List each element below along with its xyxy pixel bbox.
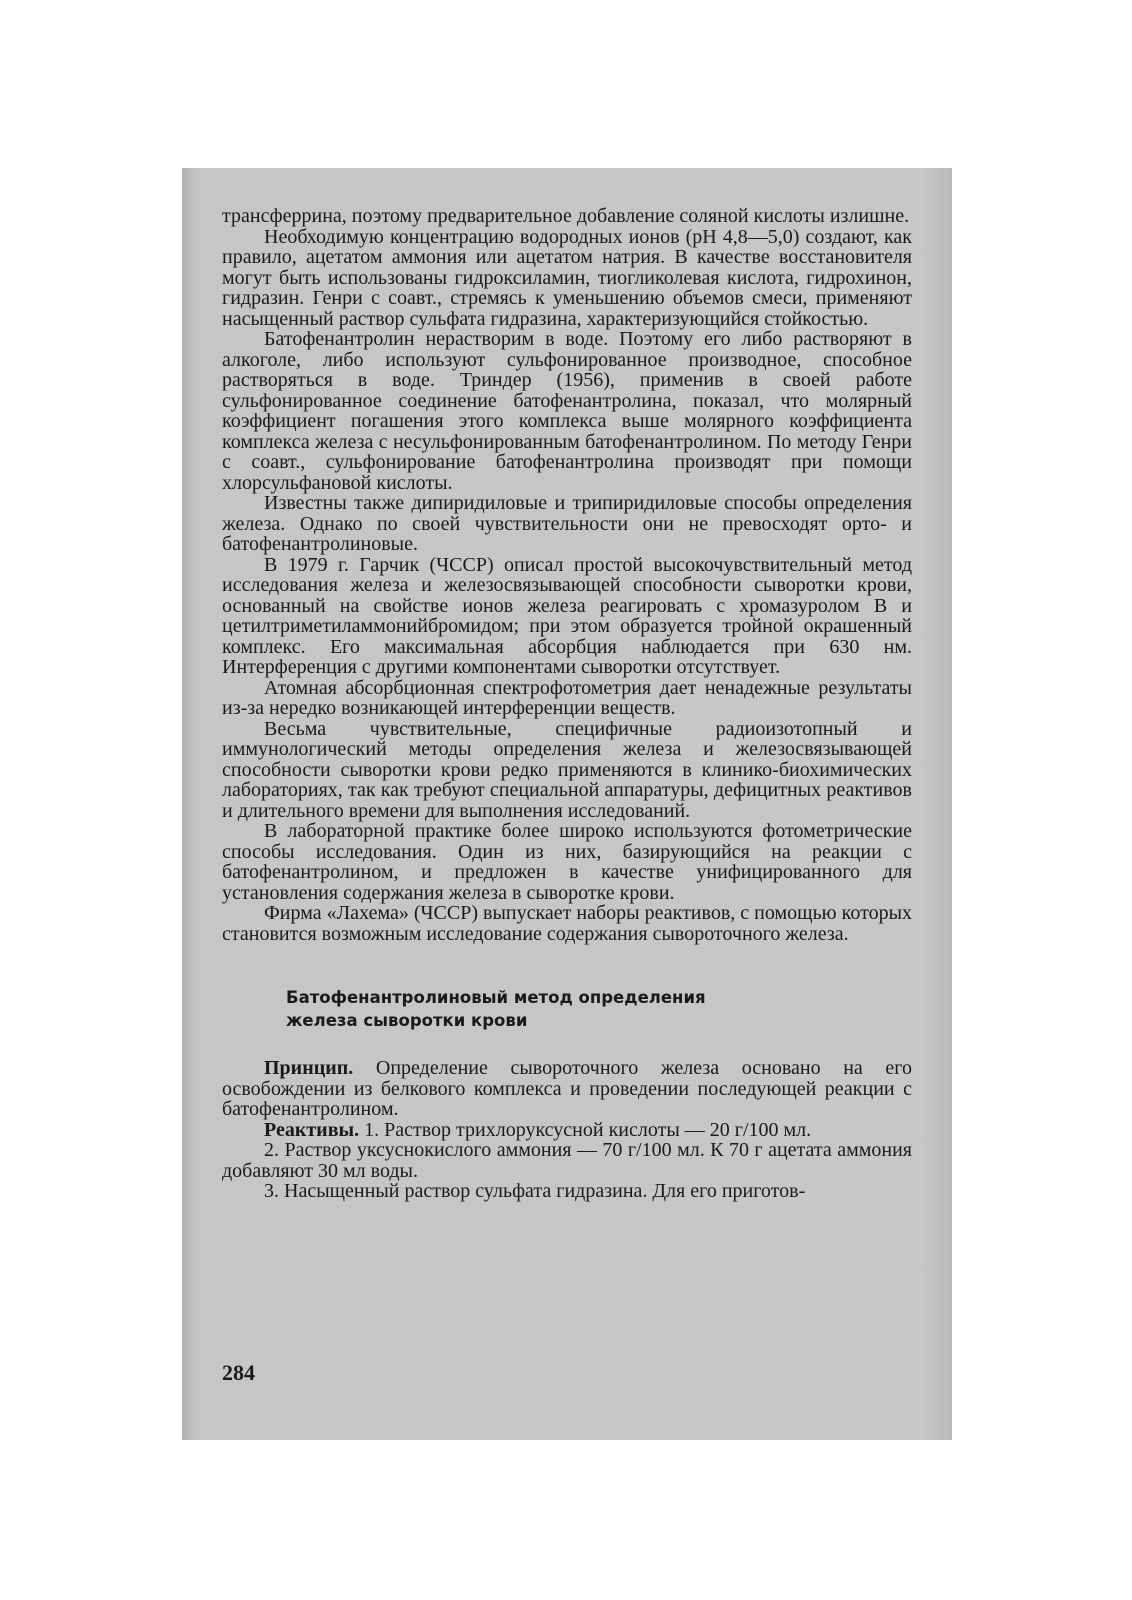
- paragraph: Фирма «Лахема» (ЧССР) выпускает наборы реактивов, с помощью которых становится возможным исследование содержания сывороточного железа.: [222, 902, 912, 945]
- paragraph-label: Принцип.: [264, 1057, 354, 1079]
- paragraph-text: 1. Раствор трихлоруксусной кислоты — 20 г/100 мл.: [359, 1118, 812, 1141]
- paragraph: Весьма чувствительные, специфичные радиоизотопный и иммунологический методы определения железа и железосвязывающей способности сыворотки крови редко применяются в клинико-биохимических лабораториях, так как требуют специальной аппаратуры, дефицитных реактивов и длительного времени для выполнения исследований.: [222, 717, 912, 822]
- paragraph: [222, 1120, 912, 1141]
- paragraph: [222, 1058, 912, 1120]
- paragraph: Батофенантролин нерастворим в воде. Поэтому его либо растворяют в алкоголе, либо используют сульфонированное производное, способное растворяться в воде. Триндер (1956), применив в своей работе сульфонированное соединение батофенантролина, показал, что молярный коэффициент погашения этого комплекса выше молярного коэффициента комплекса железа с несульфонированным батофенантролином. По методу Генри с соавт., сульфонирование батофенантролина производят при помощи хлорсульфановой кислоты.: [222, 328, 912, 494]
- paragraph: трансферрина, поэтому предварительное добавление соляной кислоты излишне.: [222, 205, 910, 227]
- paragraph: 2. Раствор уксуснокислого аммония — 70 г/100 мл. К 70 г ацетата аммония добавляют 30 мл воды.: [222, 1139, 912, 1182]
- paragraph: Необходимую концентрацию водородных ионов (pH 4,8—5,0) создают, как правило, ацетатом аммония или ацетатом натрия. В качестве восстановителя могут быть использованы гидроксиламин, тиогликолевая кислота, гидрохинон, гидразин. Генри с соавт., стремясь к уменьшению объемов смеси, применяют насыщенный раствор сульфата гидразина, характеризующийся стойкостью.: [222, 225, 912, 330]
- page-text: [222, 206, 912, 1202]
- paragraph: В лабораторной практике более широко используются фотометрические способы исследования. Один из них, базирующийся на реакции с батофенантролином, и предложен в качестве унифицированного для установления содержания железа в сыворотке крови.: [222, 820, 912, 904]
- paragraph-label: Реактивы.: [264, 1118, 360, 1141]
- paragraph: В 1979 г. Гарчик (ЧССР) описал простой высокочувствительный метод исследования железа и железосвязывающей способности сыворотки крови, основанный на свойстве ионов железа реагировать с хромазуролом В и цетилтриметиламмонийбромидом; при этом образуется тройной окрашенный комплекс. Его максимальная абсорбция наблюдается при 630 нм. Интерференция с другими компонентами сыворотки отсутствует.: [222, 553, 912, 678]
- paragraph: Известны также дипиридиловые и трипиридиловые способы определения железа. Однако по своей чувствительности они не превосходят орто- и батофенантролиновые.: [222, 492, 912, 555]
- book-page: [182, 168, 952, 1440]
- paragraph: 3. Насыщенный раствор сульфата гидразина. Для его приготов-: [264, 1180, 806, 1202]
- page-number: 284: [222, 1360, 255, 1385]
- section-heading: [286, 986, 912, 1032]
- section-heading-line: железа сыворотки крови: [286, 1011, 528, 1030]
- section-heading-line: Батофенантролиновый метод определения: [286, 988, 706, 1007]
- paragraph: Атомная абсорбционная спектрофотометрия дает ненадежные результаты из-за нередко возникающей интерференции веществ.: [222, 676, 912, 719]
- paragraph-text: Определение сывороточного железа основано на его освобождении из белкового комплекса и проведении последующей реакции с батофенантролином.: [222, 1057, 912, 1120]
